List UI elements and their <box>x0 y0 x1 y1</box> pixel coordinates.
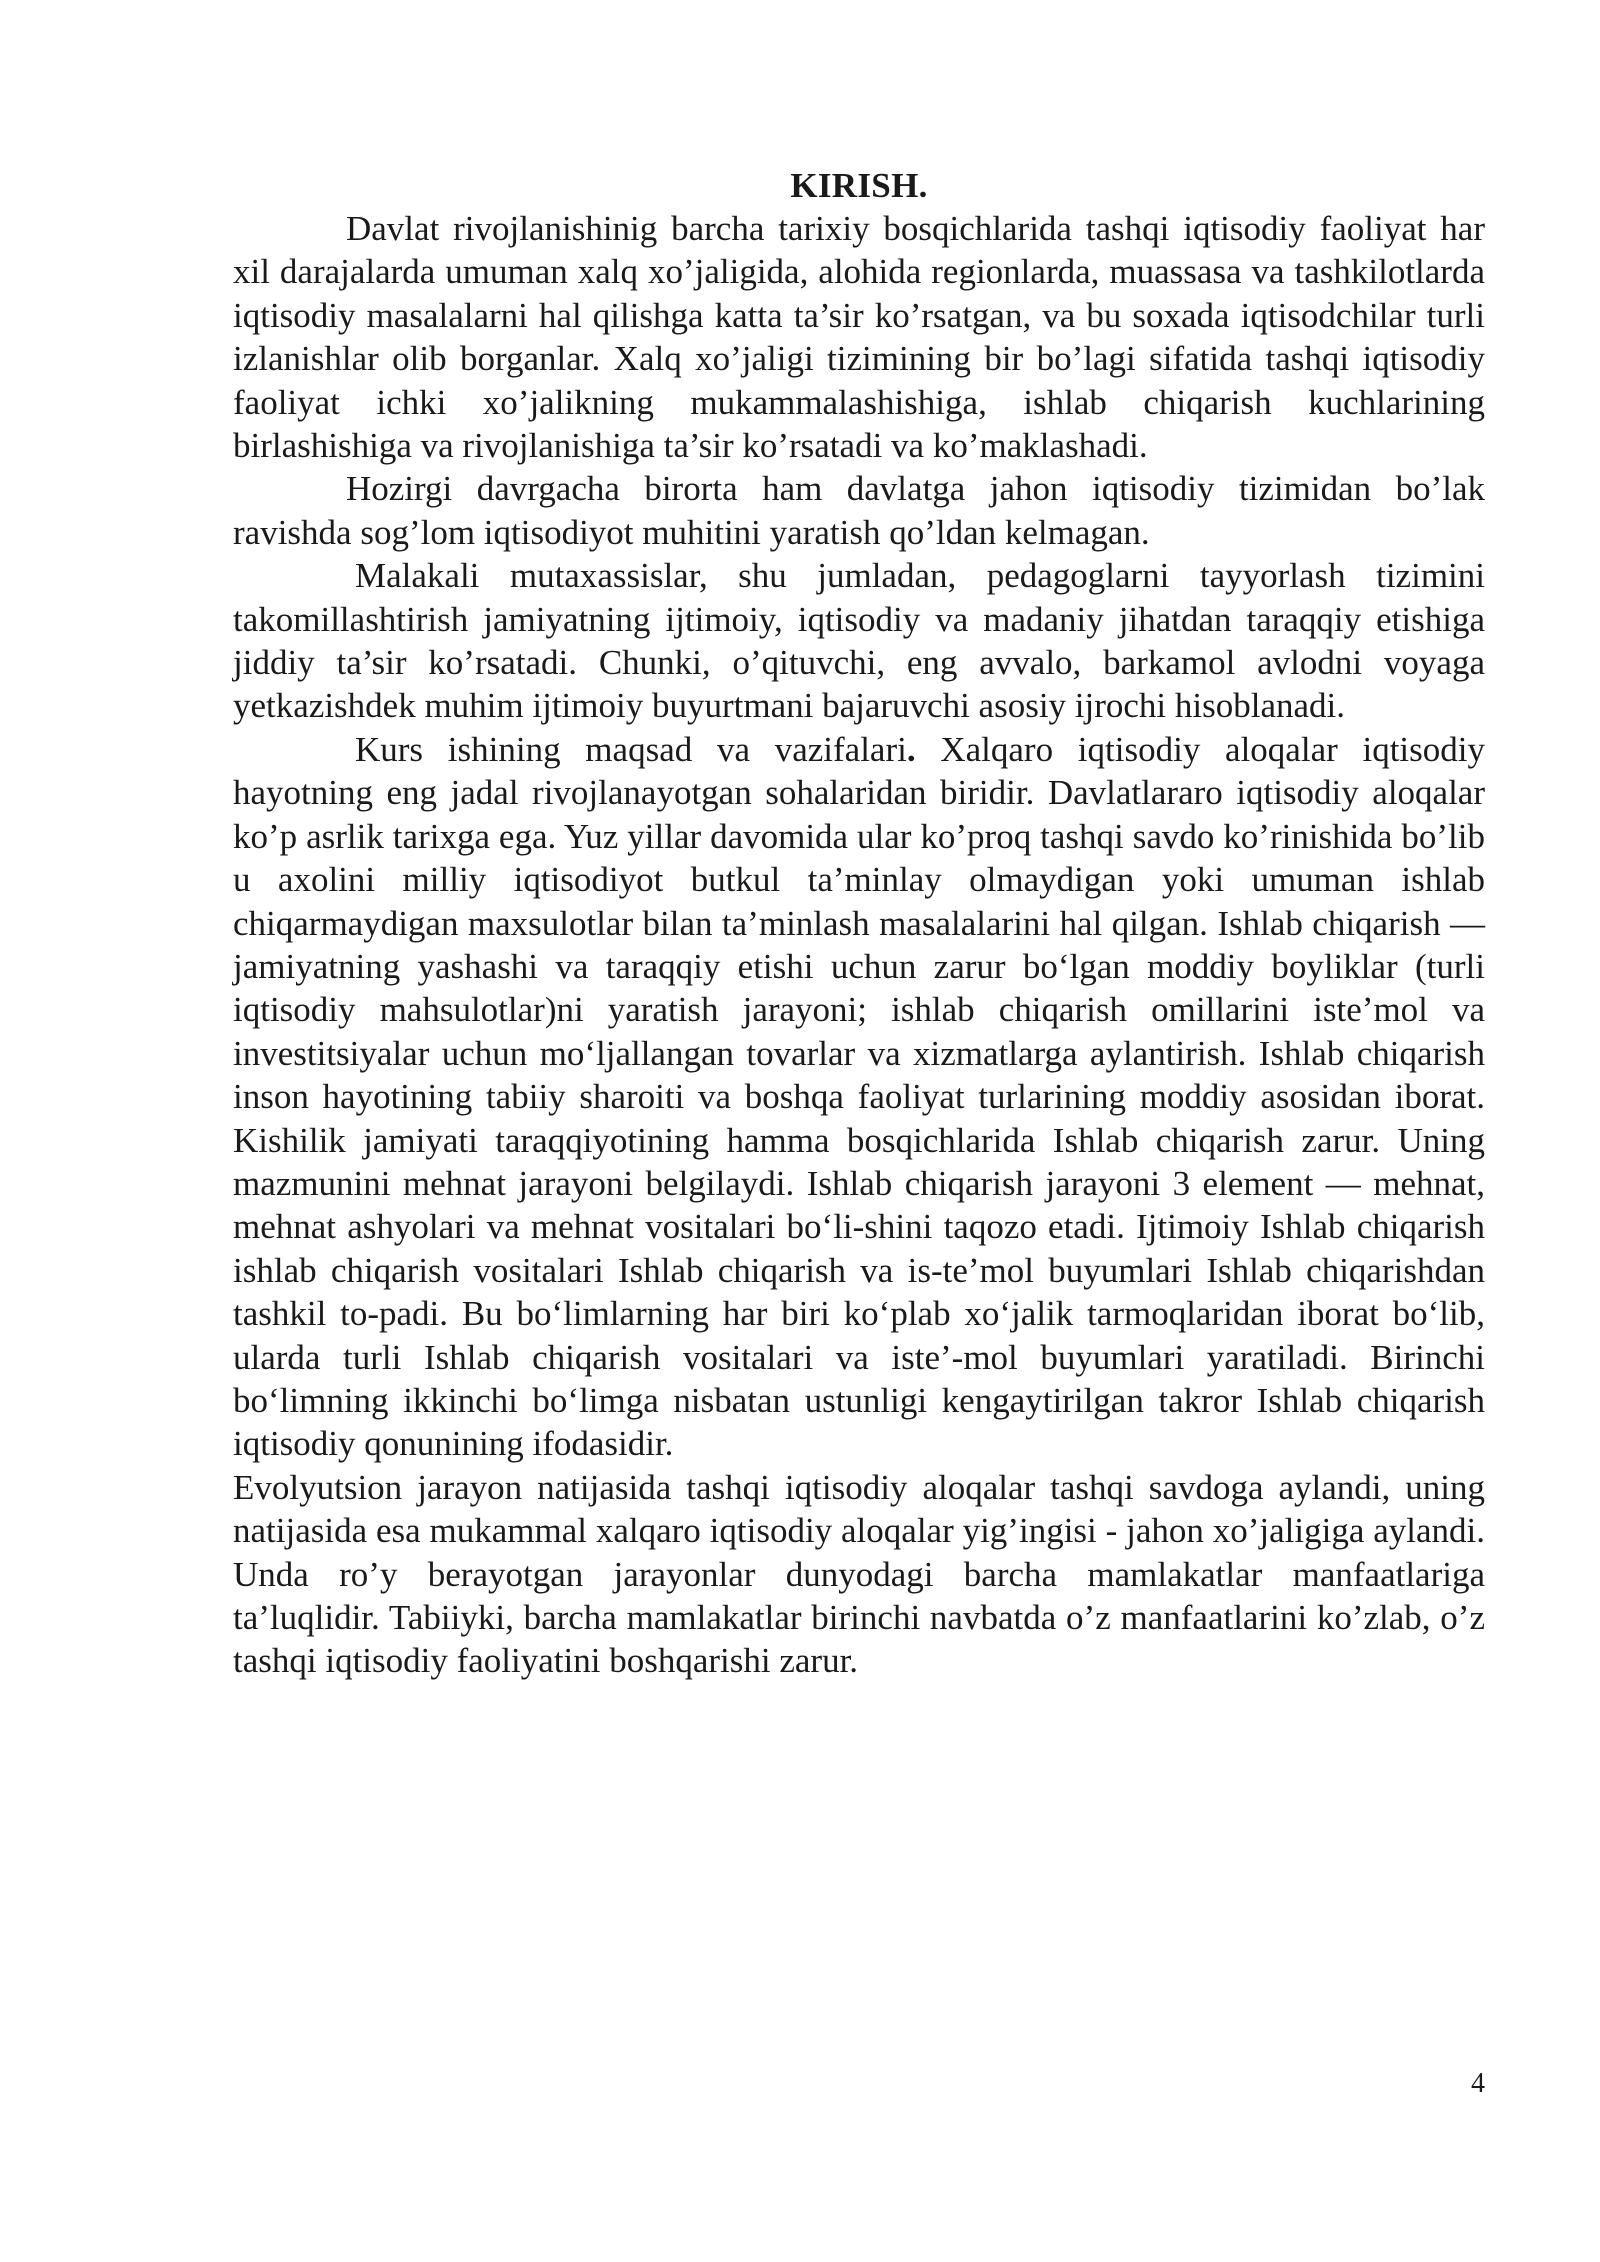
course-goals-lead-period: . <box>906 729 916 769</box>
page-title: KIRISH. <box>790 166 928 205</box>
paragraph-evolution: Evolyutsion jarayon natijasida tashqi iqtisodiy aloqalar tashqi savdoga aylandi, uning natijasida esa mukammal xalqaro iqtisodiy aloqalar yig’ingisi - jahon xo’jaligiga aylandi. Unda ro’y berayotgan jarayonlar dunyodagi barcha mamlakatlar manfaatlariga ta’luqlidir. Tabiiyki, barcha mamlakatlar birinchi navbatda o’z manfaatlarini ko’zlab, o’z tashqi iqtisodiy faoliyatini boshqarishi zarur. <box>233 1467 1485 1681</box>
page-number: 4 <box>1471 2068 1485 2099</box>
course-goals-body: Xalqaro iqtisodiy aloqalar iqtisodiy hayotning eng jadal rivojlanayotgan sohalaridan biridir. Davlatlararo iqtisodiy aloqalar ko’p asrlik tarixga ega. Yuz yillar davomida ular ko’proq tashqi savdo ko’rinishida bo’lib u axolini milliy iqtisodiyot butkul ta’minlay olmaydigan yoki umuman ishlab chiqarmaydigan maxsulotlar bilan ta’minlash masalalarini hal qilgan. Ishlab chiqarish — jamiyatning yashashi va taraqqiy etishi uchun zarur boʻlgan moddiy boyliklar (turli iqtisodiy mahsulotlar)ni yaratish jarayoni; ishlab chiqarish omillarini isteʼmol va investitsiyalar uchun moʻljallangan tovarlar va xizmatlarga aylantirish. Ishlab chiqarish inson hayotining tabiiy sharoiti va boshqa faoliyat turlarining moddiy asosidan iborat. Kishilik jamiyati taraqqiyotining hamma bosqichlarida Ishlab chiqarish zarur. Uning mazmunini mehnat jarayoni belgilaydi. Ishlab chiqarish jarayoni 3 element — mehnat, mehnat ashyolari va mehnat vositalari boʻli-shini taqozo etadi. Ijtimoiy Ishlab chiqarish ishlab chiqarish vositalari Ishlab chiqarish va is-teʼmol buyumlari Ishlab chiqarishdan tashkil to-padi. Bu boʻlimlarning har biri koʻplab xoʻjalik tarmoqlaridan iborat boʻlib, ularda turli Ishlab chiqarish vositalari va iste’-mol buyumlari yaratiladi. Birinchi boʻlimning ikkinchi boʻlimga nisbatan ustunligi kengaytirilgan takror Ishlab chiqarish iqtisodiy qonunining ifodasidir. <box>233 729 1486 1464</box>
paragraph-present-day: Hozirgi davrgacha birorta ham davlatga jahon iqtisodiy tizimidan bo’lak ravishda sog’lom iqtisodiyot muhitini yaratish qo’ldan kelmagan. <box>233 469 1485 552</box>
course-goals-lead: Kurs ishining maqsad va vazifalari <box>355 729 907 769</box>
document-page <box>233 164 1485 1683</box>
paragraph-intro: Davlat rivojlanishinig barcha tarixiy bosqichlarida tashqi iqtisodiy faoliyat har xil darajalarda umuman xalq xo’jaligida, alohida regionlarda, muassasa va tashkilotlarda iqtisodiy masalalarni hal qilishga katta ta’sir ko’rsatgan, va bu soxada iqtisodchilar turli izlanishlar olib borganlar. Xalq xo’jaligi tizimining bir bo’lagi sifatida tashqi iqtisodiy faoliyat ichki xo’jalikning mukammalashishiga, ishlab chiqarish kuchlarining birlashishiga va rivojlanishiga ta’sir ko’rsatadi va ko’maklashadi. <box>233 209 1485 466</box>
paragraph-specialists: Malakali mutaxassislar, shu jumladan, pedagoglarni tayyorlash tizimini takomillashtirish jamiyatning ijtimoiy, iqtisodiy va madaniy jihatdan taraqqiy etishiga jiddiy ta’sir ko’rsatadi. Chunki, o’qituvchi, eng avvalo, barkamol avlodni voyaga yetkazishdek muhim ijtimoiy buyurtmani bajaruvchi asosiy ijrochi hisoblanadi. <box>233 556 1485 726</box>
paragraph-course-goals <box>233 728 1485 1466</box>
